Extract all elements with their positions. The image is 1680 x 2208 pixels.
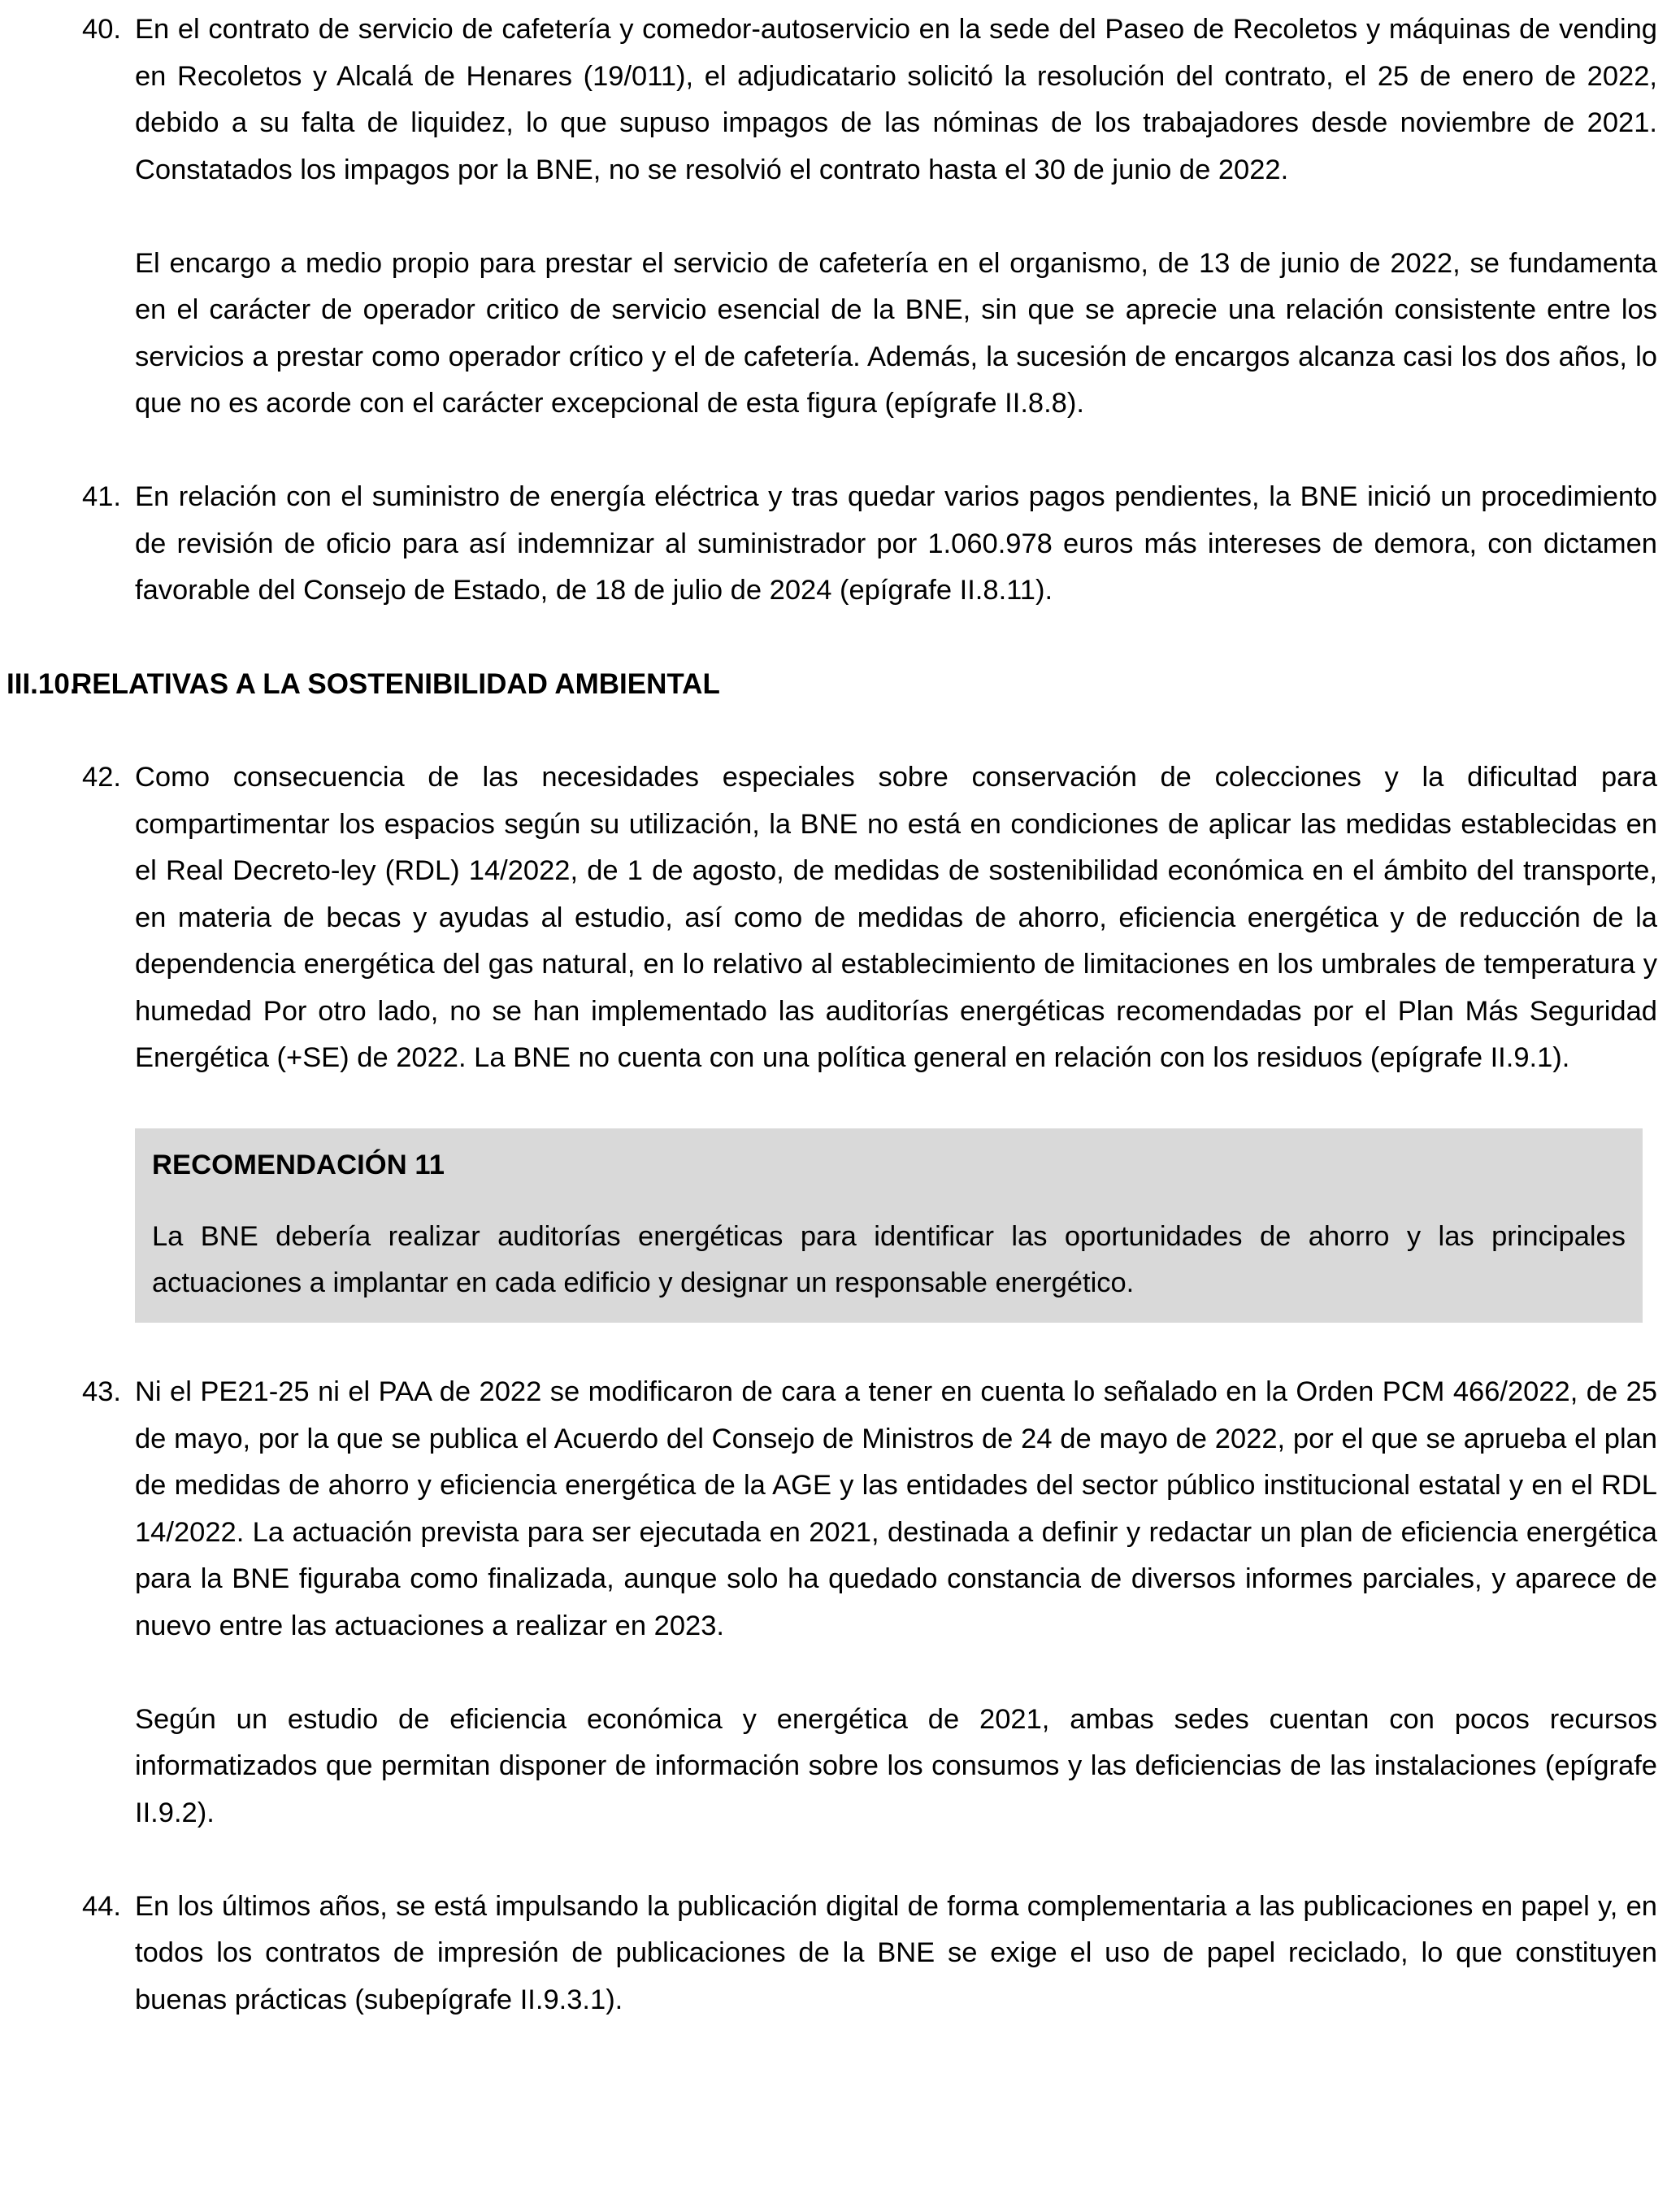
list-item-41	[63, 474, 1657, 615]
recommendation-spacer	[152, 1189, 1626, 1214]
recommendation-text: La BNE debería realizar auditorías energéticas para identificar las oportunidades de ahorro y las principales actuaciones a implantar en cada edificio y designar un responsable energético.	[152, 1220, 1626, 1298]
section-heading	[7, 661, 1657, 708]
item-spacer	[63, 428, 1657, 475]
list-item-number: 42.	[82, 762, 121, 793]
item-spacer	[63, 1836, 1657, 1884]
paragraph: El encargo a medio propio para prestar el servicio de cafetería en el organismo, de 13 de junio de 2022, se fundamenta en el carácter de operador critico de servicio esencial de la BNE, sin que se aprecie una relación consistente entre los servicios a prestar como operador crítico y el de cafetería. Además, la sucesión de encargos alcanza casi los dos años, lo que no es acorde con el carácter excepcional de esta figura (epígrafe II.8.8).	[135, 247, 1657, 419]
list-item-body	[135, 474, 1657, 615]
list-item-number: 40.	[82, 14, 121, 45]
list-item-number: 41.	[82, 481, 121, 512]
paragraph: En los últimos años, se está impulsando la publicación digital de forma complementaria a las publicaciones en papel y, en todos los contratos de impresión de publicaciones de la BNE se exige el uso de papel reciclado, lo que constituyen buenas prácticas (subepígrafe II.9.3.1).	[135, 1890, 1657, 2015]
heading-spacer	[63, 708, 1657, 755]
list-item-44	[63, 1884, 1657, 2024]
box-spacer	[63, 1323, 1657, 1370]
paragraph-spacer	[135, 193, 1657, 241]
paragraph: Como consecuencia de las necesidades especiales sobre conservación de colecciones y la dificultad para compartimentar los espacios según su utilización, la BNE no está en condiciones de aplicar las medidas establecidas en el Real Decreto-ley (RDL) 14/2022, de 1 de agosto, de medidas de sostenibilidad económica en el ámbito del transporte, en materia de becas y ayudas al estudio, así como de medidas de ahorro, eficiencia energética y de reducción de la dependencia energética del gas natural, en lo relativo al establecimiento de limitaciones en los umbrales de temperatura y humedad Por otro lado, no se han implementado las auditorías energéticas recomendadas por el Plan Más Seguridad Energética (+SE) de 2022. La BNE no cuenta con una política general en relación con los residuos (epígrafe II.9.1).	[135, 762, 1657, 1073]
section-heading-number: III.10.	[7, 668, 78, 700]
list-item-42	[63, 754, 1657, 1082]
paragraph: En el contrato de servicio de cafetería y comedor-autoservicio en la sede del Paseo de Recoletos y máquinas de vending en Recoletos y Alcalá de Henares (19/011), el adjudicatario solicitó la resolución del contrato, el 25 de enero de 2022, debido a su falta de liquidez, lo que supuso impagos de las nóminas de los trabajadores desde noviembre de 2021. Constatados los impagos por la BNE, no se resolvió el contrato hasta el 30 de junio de 2022.	[135, 14, 1657, 185]
paragraph-spacer	[135, 1649, 1657, 1697]
list-item-40	[63, 7, 1657, 428]
list-item-body	[135, 754, 1657, 1082]
list-item-number: 43.	[82, 1376, 121, 1407]
list-item-body	[135, 1369, 1657, 1836]
paragraph: En relación con el suministro de energía eléctrica y tras quedar varios pagos pendientes, la BNE inició un procedimiento de revisión de oficio para así indemnizar al suministrador por 1.060.978 euros más intereses de demora, con dictamen favorable del Consejo de Estado, de 18 de julio de 2024 (epígrafe II.8.11).	[135, 481, 1657, 606]
list-item-body	[135, 1884, 1657, 2024]
section-heading-text: RELATIVAS A LA SOSTENIBILIDAD AMBIENTAL	[72, 668, 720, 700]
item-spacer	[63, 1082, 1657, 1129]
recommendation-title: RECOMENDACIÓN 11	[152, 1150, 445, 1180]
list-item-body	[135, 7, 1657, 428]
paragraph: Según un estudio de eficiencia económica y energética de 2021, ambas sedes cuentan con pocos recursos informatizados que permitan disponer de información sobre los consumos y las deficiencias de las instalaciones (epígrafe II.9.2).	[135, 1703, 1657, 1828]
paragraph: Ni el PE21-25 ni el PAA de 2022 se modificaron de cara a tener en cuenta lo señalado en la Orden PCM 466/2022, de 25 de mayo, por la que se publica el Acuerdo del Consejo de Ministros de 24 de mayo de 2022, por el que se aprueba el plan de medidas de ahorro y eficiencia energética de la AGE y las entidades del sector público institucional estatal y en el RDL 14/2022. La actuación prevista para ser ejecutada en 2021, destinada a definir y redactar un plan de eficiencia energética para la BNE figuraba como finalizada, aunque solo ha quedado constancia de diversos informes parciales, y aparece de nuevo entre las actuaciones a realizar en 2023.	[135, 1376, 1657, 1641]
recommendation-box	[135, 1128, 1643, 1323]
list-item-number: 44.	[82, 1890, 121, 1922]
list-item-43	[63, 1369, 1657, 1836]
item-spacer	[63, 615, 1657, 662]
